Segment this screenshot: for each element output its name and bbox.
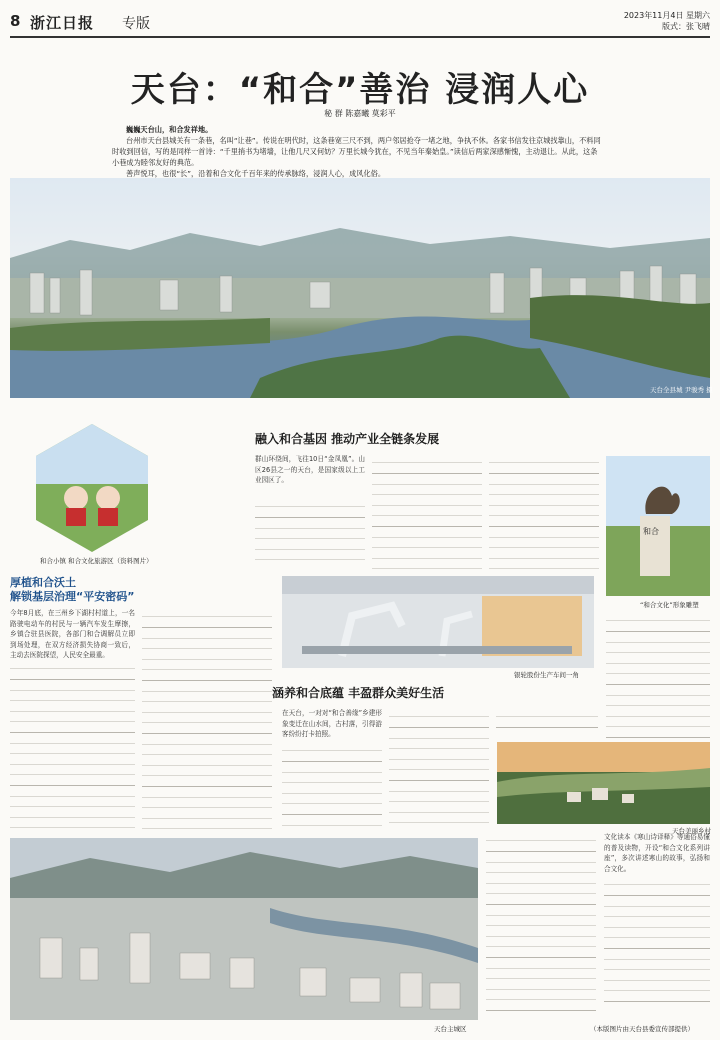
village-photo-caption: 天台美丽乡村: [672, 827, 711, 835]
grassroots-body-col1: [10, 660, 135, 832]
factory-photo-caption: 银轮股份生产车间一角: [514, 671, 579, 679]
life-body-col3: [496, 708, 598, 738]
photo-credit: （本版图片由天台县委宣传部提供）: [590, 1025, 694, 1033]
page-number: 8: [10, 12, 21, 30]
section-title-grassroots-1: 厚植和合沃土: [10, 576, 76, 589]
date-block: [624, 10, 710, 32]
grassroots-body-col2: [142, 608, 272, 832]
life-body-col2: [389, 708, 489, 832]
village-photo: [497, 742, 710, 824]
section-title-grassroots-2: 解锁基层治理“平安密码”: [10, 590, 135, 603]
masthead: [10, 10, 710, 38]
industry-body-start: 群山环绕间，飞往10日“金凤凰”。山区26县之一的天台，是国家级以上工业园区了。: [255, 455, 365, 485]
page-title: 天台：“和合”善治 浸润人心: [130, 70, 590, 110]
issue-date: 2023年11月4日 星期六: [623, 11, 710, 20]
main-photo-caption: 天台全县城 尹骏秀 摄: [650, 386, 713, 394]
bottom-body-col2: [604, 876, 710, 1012]
panorama-illustration: [10, 178, 710, 398]
hex-photo: [36, 424, 148, 552]
statue-photo-caption: “和合文化”形象雕塑: [640, 601, 699, 609]
industry-body-col1: [255, 498, 365, 570]
factory-photo: [282, 576, 594, 668]
byline: 秘 群 陈嘉曦 莫彩平: [324, 109, 396, 118]
lead-paragraph: 善声悦耳，也很“长”，沿着和合文化千百年来的传承脉络，浸润人心，成风化俗。: [126, 169, 386, 178]
grassroots-body-start: 今年8月底，在三州乡下湖村村道上，一名路驶电动车的村民与一辆汽车发生摩擦，乡镇合驻县医院，各部门和合调解员立即到场处理，在双方经济损失协商一致后，主动去医院探望，人民安全最重。: [10, 609, 135, 660]
hex-photo-caption: 和合小镇 和合文化旅游区（资料图片）: [40, 557, 153, 565]
lead-paragraph: 台州市天台县城关有一条巷，名叫“让巷”。传说在明代时，这条巷宽三尺不到，两户邻居抢夺一堵之地，争执不休。各家书信发往京城找靠山，不料同时收到回信，写的是同样一首诗：“千里捎书为堵墙，让他几尺又何妨？万里长城今犹在，不见当年秦始皇。”读信后两家深感惭愧，主动退让。从此，这条小巷成为睦邻友好的典范。: [112, 136, 601, 167]
bottom-body-col1: [486, 832, 596, 1016]
life-body-col1: [282, 742, 382, 832]
section-title-life: 涵养和合底蕴 丰盈群众美好生活: [272, 686, 445, 700]
bottom-city-photo: [10, 838, 478, 1020]
paper-name: 浙江日报: [30, 14, 95, 32]
section-title-industry: 融入和合基因 推动产业全链条发展: [255, 432, 440, 446]
statue-inscription: 和合: [643, 527, 659, 536]
right-body-start: 文化读本《寒山诗译释》等通俗易懂的普及读物，开设“和合文化系列讲座”，多次讲述寒山的故事，弘扬和合文化。: [604, 833, 710, 873]
bottom-photo-caption: 天台主城区: [434, 1025, 467, 1033]
lead-paragraph: 巍巍天台山，和合发祥地。: [126, 125, 213, 134]
life-body-start: 在天台，一对对“和合善缘”乡建形象变迁在山水间，古村落，引得游客纷纷打卡拍照。: [282, 709, 382, 739]
industry-body-col2: [372, 454, 482, 570]
right-body-col: [606, 612, 710, 740]
edition-note: 版式：张飞晴: [662, 22, 710, 31]
section-label: 专版: [122, 16, 150, 32]
industry-body-col3: [489, 454, 599, 570]
